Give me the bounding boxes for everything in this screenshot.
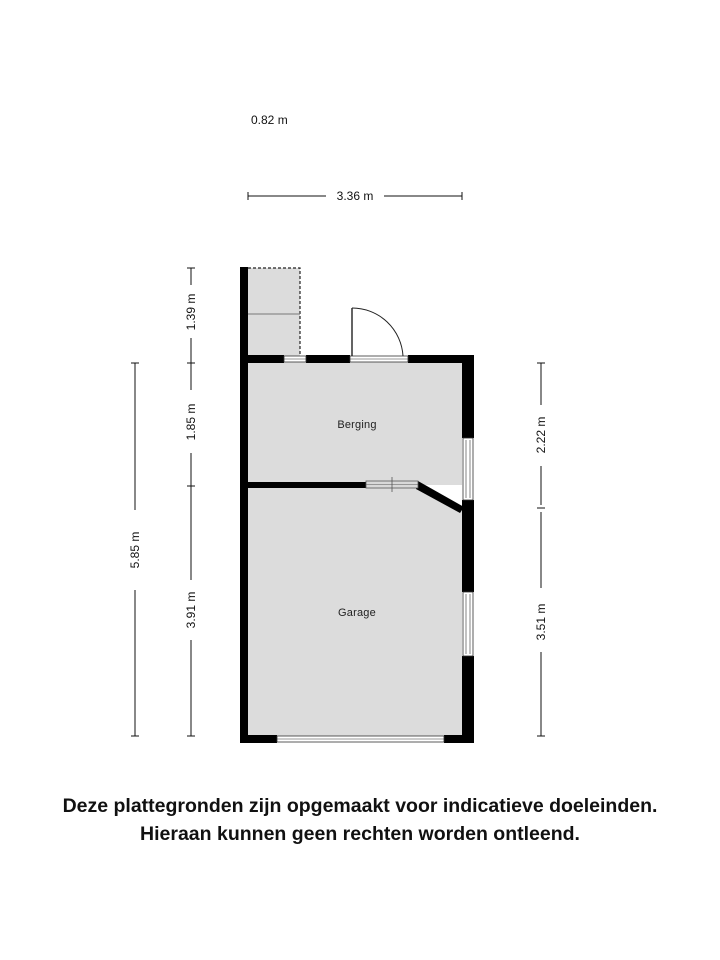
dimension-right-lower: 3.51 m (534, 603, 548, 641)
garage-door (277, 736, 444, 742)
disclaimer-line-2: Hieraan kunnen geen rechten worden ontleend. (140, 823, 580, 845)
entrance-door (352, 308, 403, 356)
east-wall-lower (462, 656, 474, 743)
disclaimer (0, 792, 720, 848)
dimension-line-left-segments (187, 268, 195, 736)
north-wall-middle (306, 355, 350, 363)
south-wall-right (444, 735, 474, 743)
north-wall-left (248, 355, 284, 363)
west-wall (240, 267, 248, 743)
east-window-upper (463, 438, 473, 500)
dimension-left-lower: 3.91 m (184, 591, 198, 629)
room-label-garage: Garage (338, 607, 376, 619)
dimension-left-total: 5.85 m (128, 531, 142, 569)
dimension-top-width: 3.36 m (336, 189, 374, 203)
dimension-left-middle: 1.85 m (184, 403, 198, 441)
south-wall-left (240, 735, 277, 743)
room-label-berging: Berging (337, 419, 377, 431)
outdoor-area-floor (248, 268, 300, 356)
east-window-lower (463, 592, 473, 656)
partition-wall-left (248, 482, 366, 488)
dimension-left-upper: 1.39 m (184, 293, 198, 331)
disclaimer-line-1: Deze plattegronden zijn opgemaakt voor indicatieve doeleinden. (62, 795, 658, 817)
north-window-small (284, 356, 306, 362)
east-wall-upper (462, 355, 474, 438)
north-door-frame (350, 356, 408, 362)
dimension-top-small: 0.82 m (251, 113, 288, 127)
east-wall-middle (462, 500, 474, 592)
dimension-right-upper: 2.22 m (534, 416, 548, 454)
